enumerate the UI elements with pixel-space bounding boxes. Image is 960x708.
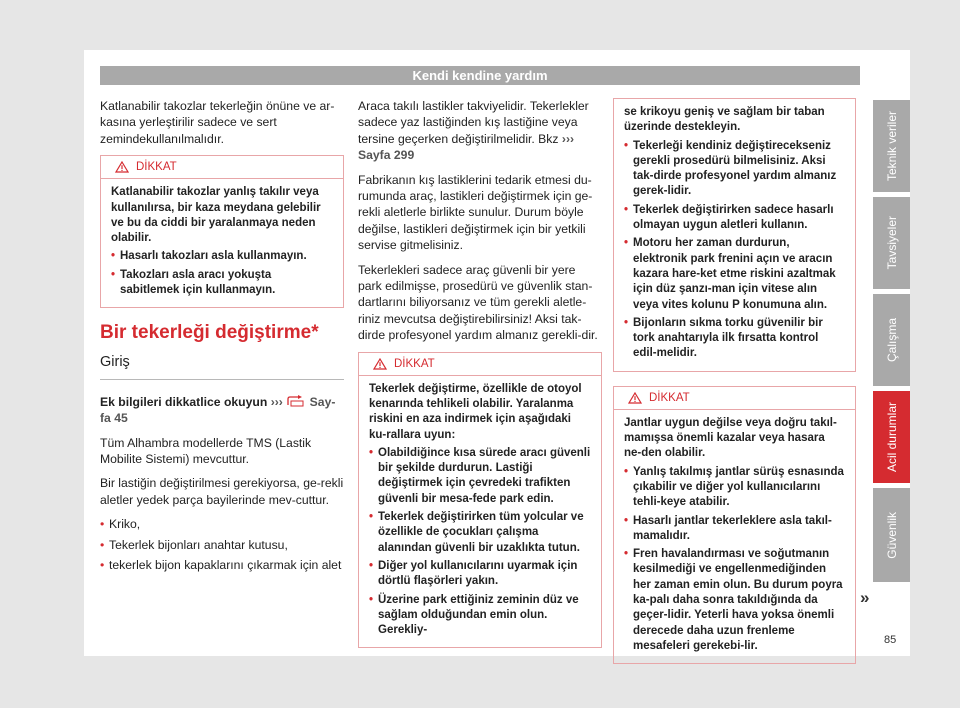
warning-bullet: • Olabildiğince kısa sürede aracı güvenli bir şekilde durdurun. Lastiği değiştirmek için çevredeki trafikten güvenli bir mesa-fede park edin. <box>369 446 591 507</box>
continue-arrow-icon: » <box>860 588 870 607</box>
bullet-dot-icon: • <box>624 465 629 478</box>
tab-tavsiyeler[interactable]: Tavsiyeler <box>873 197 910 289</box>
tab-teknik-veriler[interactable]: Teknik veriler <box>873 100 910 192</box>
warning-body <box>359 376 601 648</box>
column-1 <box>100 98 344 577</box>
warning-bullet: • Fren havalandırması ve soğutmanın kesilmediği ve engellenmediğinden her zaman emin olun. Bu durum poyra ka-palı daha sonra takıldığında da geçer-lidir. Yeterli hava yoksa önemli derecede daha uzun frenleme mesafeleri gerekebi-lir. <box>624 547 845 654</box>
warning-triangle-icon <box>628 392 642 404</box>
bullet-dot-icon: • <box>100 537 105 552</box>
warning-header <box>614 387 855 410</box>
bullet-dot-icon: • <box>624 237 629 250</box>
bullet-dot-icon: • <box>100 517 105 532</box>
list-item: • Kriko, <box>100 517 141 532</box>
reference-link-icon[interactable] <box>286 395 306 407</box>
tab-guvenlik[interactable]: Güvenlik <box>873 488 910 582</box>
warning-label: DİKKAT <box>394 357 435 370</box>
warning-bullet: • Tekerlek değiştirirken tüm yolcular ve özellikle de çocukları çalışma alanından güvenli bir uzaklıkta tutun. <box>369 510 591 556</box>
warning-body <box>614 410 855 663</box>
list-item: • tekerlek bijon kapaklarını çıkarmak için alet <box>100 557 342 572</box>
section-title: Bir tekerleği değiştirme* <box>100 322 319 344</box>
bullet-dot-icon: • <box>111 250 116 263</box>
warning-bullet: • Tekerleği kendiniz değiştirecekseniz gerekli prosedürü bilmelisiniz. Aksi tak-dirde profesyonel yardım almanız gerek-lidir. <box>624 139 845 200</box>
bullet-dot-icon: • <box>624 139 629 152</box>
bullet-dot-icon: • <box>624 316 629 329</box>
warning-triangle-icon <box>373 358 387 370</box>
paragraph: Tekerlekleri sadece araç güvenli bir yere park edilmişse, prosedürü ve güvenlik stan-dartlarını biliyorsanız ve tüm gerekli aletle-riniz mevcutsa değiştirebilirsiniz! Aksi tak-dirde profesyonel yardım almanız gerekli-dir. <box>358 262 598 343</box>
warning-text: Tekerlek değiştirme, özellikle de otoyol kenarında tehlikeli olabilir. Yaralanma riskini en aza indirmek için aşağıdaki ku-rallara uyun: <box>369 382 582 441</box>
warning-box-3 <box>613 386 856 664</box>
sub-title: Giriş <box>100 354 344 379</box>
bullet-dot-icon: • <box>111 268 116 281</box>
reference-page-link[interactable]: Say-fa 45 <box>100 394 336 426</box>
bullet-dot-icon: • <box>369 446 374 459</box>
warning-text: Jantlar uygun değilse veya doğru takıl-mamışsa önemli kazalar veya hasara ne-den olabilir. <box>624 416 837 460</box>
warning-bullet: • Tekerlek değiştirirken sadece hasarlı olmayan uygun aletleri kullanın. <box>624 203 845 234</box>
intro-paragraph: Katlanabilir takozlar tekerleğin önüne ve ar-kasına yerleştirilir sadece ve sert zemindekullanılmalıdır. <box>100 99 335 146</box>
warning-label: DİKKAT <box>649 391 690 404</box>
warning-text: se krikoyu geniş ve sağlam bir taban üzerinde destekleyin. <box>624 106 825 134</box>
column-2 <box>358 98 602 656</box>
warning-bullet: • Diğer yol kullanıcılarını uyarmak için dörtlü flaşörleri yakın. <box>369 559 591 590</box>
tab-acil-durumlar[interactable]: Acil durumlar <box>873 391 910 483</box>
column-3 <box>613 98 856 672</box>
warning-box-continued <box>613 98 856 372</box>
warning-box-2 <box>358 352 602 649</box>
paragraph: Bir lastiğin değiştirilmesi gerekiyorsa, ge-rekli aletler yedek parça bayilerinde mev-cuttur. <box>100 476 344 507</box>
warning-bullet: • Motoru her zaman durdurun, elektronik park frenini açın ve aracın kazara hare-ket etme riskini azaltmak için düz şanzı-man için vitese alın veya vites kolunu P konumuna alın. <box>624 236 845 312</box>
warning-bullet: • Hasarlı takozları asla kullanmayın. <box>111 249 333 264</box>
tab-calisma[interactable]: Çalışma <box>873 294 910 386</box>
bullet-dot-icon: • <box>100 557 105 572</box>
paragraph: Araca takılı lastikler takviyelidir. Tekerlekler sadece yaz lastiğinden kış lastiğine veya tersine geçerken değiştirilmelidir. Bkz ››› Sayfa 299 <box>358 99 589 163</box>
bullet-dot-icon: • <box>369 511 374 524</box>
list-item: • Tekerlek bijonları anahtar kutusu, <box>100 537 288 552</box>
page-number: 85 <box>884 634 897 646</box>
warning-bullet: • Yanlış takılmış jantlar sürüş esnasında çıkabilir ve diğer yol kullanıcılarını tehli-keye atabilir. <box>624 465 845 511</box>
warning-body <box>101 179 343 307</box>
reference-line: Ek bilgileri dikkatlice okuyun ››› Say-fa 45 <box>100 394 336 426</box>
warning-bullet: • Takozları asla aracı yokuşta sabitlemek için kullanmayın. <box>111 268 333 299</box>
warning-header <box>101 156 343 179</box>
bullet-dot-icon: • <box>624 514 629 527</box>
bullet-dot-icon: • <box>369 559 374 572</box>
warning-header <box>359 353 601 376</box>
bullet-dot-icon: • <box>624 548 629 561</box>
warning-bullet: • Hasarlı jantlar tekerleklere asla takıl-mamalıdır. <box>624 514 845 545</box>
paragraph: Fabrikanın kış lastiklerini tedarik etmesi du-rumunda araç, lastikleri değiştirmek için ge-rekli aletlerle birlikte sunulur. Durum böyle değilse, lastikleri değiştirmek için bir yetkili servise gitmelisiniz. <box>358 172 593 253</box>
warning-bullet: • Bijonların sıkma torku güvenilir bir tork anahtarıyla ilk fırsatta kontrol edil-melidir. <box>624 316 845 362</box>
paragraph: Tüm Alhambra modellerde TMS (Lastik Mobilite Sistemi) mevcuttur. <box>100 435 312 466</box>
warning-label: DİKKAT <box>136 161 177 174</box>
bullet-dot-icon: • <box>369 593 374 606</box>
warning-text: Katlanabilir takozlar yanlış takılır veya kullanılırsa, bir kaza meydana gelebilir ve bu da ciddi bir yaralanmaya neden olabilir. <box>111 186 321 245</box>
warning-triangle-icon <box>115 161 129 173</box>
warning-body <box>614 99 855 371</box>
warning-bullet: • Üzerine park ettiğiniz zeminin düz ve sağlam olduğundan emin olun. Gerekliy- <box>369 593 591 639</box>
reference-page-link[interactable]: ››› Sayfa 299 <box>358 131 575 163</box>
warning-box-1 <box>100 155 344 308</box>
bullet-dot-icon: • <box>624 203 629 216</box>
page-header: Kendi kendine yardım <box>100 66 860 85</box>
